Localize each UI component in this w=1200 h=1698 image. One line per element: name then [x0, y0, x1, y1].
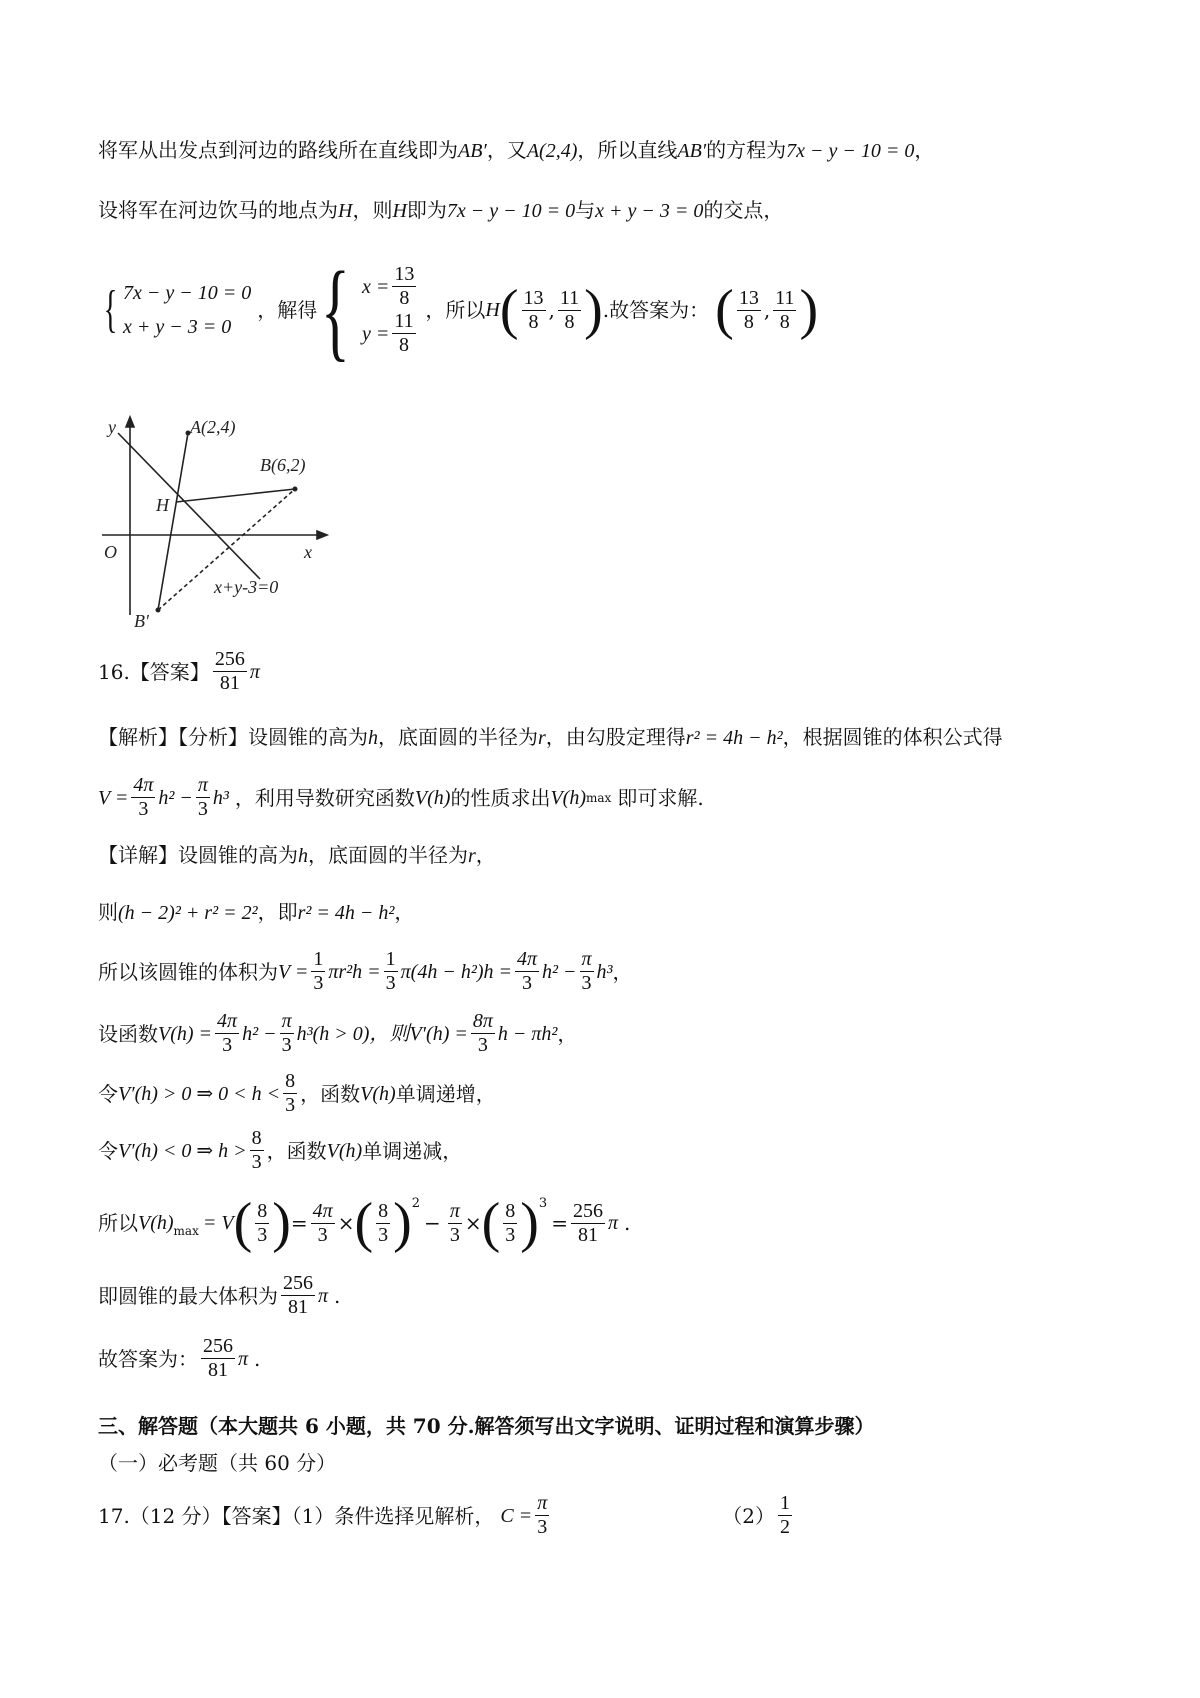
- math-h-squared: h² −: [158, 786, 193, 809]
- frac-num: 13: [523, 286, 544, 309]
- line-AB-prime: [158, 433, 188, 610]
- x-axis-arrow: [317, 531, 327, 539]
- frac-4pi-3: [311, 1200, 335, 1247]
- text-segment: 【解析】【分析】设圆锥的高为: [98, 725, 368, 749]
- frac-pi-3: [535, 1492, 549, 1539]
- segment-HB: [176, 489, 295, 502]
- math-AB-prime: AB′: [677, 140, 707, 162]
- frac-den: 8: [743, 310, 754, 333]
- frac-pi-3: [196, 774, 210, 821]
- q16-answer: [98, 648, 260, 695]
- text-segment: 的交点，: [703, 198, 784, 222]
- math-H: H: [338, 200, 353, 222]
- frac-num: 8: [285, 1070, 296, 1092]
- y-axis-label: y: [108, 417, 116, 437]
- math-C-eq: C =: [500, 1504, 533, 1527]
- comma: ,: [763, 298, 771, 322]
- sol-x-label: x =: [362, 275, 390, 298]
- frac-den: 3: [537, 1516, 548, 1538]
- text-segment: 令: [98, 1138, 118, 1163]
- frac-num: 8: [251, 1127, 262, 1149]
- frac-11-8: [773, 287, 796, 334]
- frac-num: 1: [385, 948, 396, 970]
- math-r: r: [468, 845, 476, 867]
- math-line-eq: x + y − 3 = 0: [595, 200, 704, 222]
- math-pythag: (h − 2)² + r² = 2²: [118, 902, 258, 924]
- frac-pi-3: [580, 948, 594, 995]
- frac-den: 2: [779, 1516, 790, 1538]
- paren-close: ): [520, 1192, 539, 1254]
- math-h: h: [368, 727, 378, 749]
- math-r: r: [538, 727, 546, 749]
- frac-den: 3: [477, 1034, 488, 1056]
- math-h-cubed: h³: [596, 960, 613, 983]
- frac-den: 3: [317, 1223, 328, 1246]
- math-domain: (h > 0)，则: [312, 1022, 410, 1045]
- point-Bprime-label: B′: [134, 611, 149, 631]
- q16-heading: 16.【答案】: [98, 659, 210, 684]
- math-ineq: V′(h) < 0 ⇒ h >: [118, 1139, 247, 1162]
- math-line-eq: 7x − y − 10 = 0: [786, 140, 915, 162]
- frac-num: 256: [214, 648, 245, 670]
- text-line-2: [98, 200, 783, 221]
- frac-13-8: [737, 287, 761, 334]
- math-H: H: [485, 299, 500, 321]
- text-segment: ，: [914, 138, 935, 162]
- frac-num: 1: [779, 1492, 790, 1514]
- frac-num: 8: [257, 1199, 268, 1222]
- text-segment: ，利用导数研究函数: [234, 785, 415, 810]
- pi-symbol: π: [249, 660, 260, 683]
- frac-num: 4π: [312, 1199, 333, 1222]
- text-segment: ，底面圆的半径为: [308, 843, 468, 867]
- frac-num: 4π: [133, 774, 154, 796]
- math-Vmax: V(h): [138, 1212, 174, 1234]
- origin-label: O: [104, 542, 117, 562]
- frac-den: 8: [528, 310, 539, 333]
- frac-den: 3: [505, 1223, 516, 1246]
- math-expr: = V: [202, 1212, 234, 1234]
- text-segment: ，底面圆的半径为: [378, 725, 538, 749]
- text-segment: ，又: [486, 138, 527, 162]
- frac-den: 8: [399, 334, 410, 356]
- frac-den: 3: [138, 798, 149, 820]
- point-B-label: B(6,2): [260, 455, 306, 475]
- text-segment: 的性质求出: [450, 785, 551, 810]
- text-segment: ，: [394, 900, 415, 924]
- system-equations: [123, 276, 251, 344]
- math-expr: πr²h =: [328, 960, 381, 983]
- q16-detail: [98, 845, 496, 866]
- frac-8pi-3: [471, 1010, 495, 1057]
- frac-den: 8: [399, 287, 410, 309]
- frac-num: 11: [775, 286, 795, 309]
- text-segment: ，函数: [266, 1138, 327, 1163]
- frac-den: 81: [219, 672, 240, 694]
- paren-close: ): [799, 279, 819, 341]
- paren-open: (: [481, 1192, 501, 1254]
- frac-1-2: [778, 1492, 792, 1539]
- q16-step-3: [98, 1010, 577, 1057]
- frac-8-3: [283, 1070, 297, 1117]
- frac-num: 256: [203, 1335, 233, 1357]
- frac-num: π: [537, 1492, 548, 1514]
- text-segment: 则: [98, 900, 118, 924]
- frac-num: π: [281, 1010, 292, 1032]
- times: ×: [464, 1211, 482, 1235]
- x-axis-label: x: [304, 542, 312, 562]
- math-expr: π(4h − h²)h =: [400, 960, 512, 983]
- text-segment: （2）: [722, 1503, 775, 1528]
- frac-num: 256: [283, 1272, 313, 1294]
- frac-num: 8: [505, 1199, 516, 1222]
- paren-open: (: [715, 279, 734, 341]
- solution-values: [362, 263, 419, 357]
- q16-step-1: [98, 902, 414, 923]
- frac-den: 3: [385, 972, 396, 994]
- frac-1-3: [311, 948, 325, 995]
- text-segment: ，解得: [257, 298, 318, 322]
- frac-den: 81: [577, 1223, 598, 1246]
- math-line-eq: 7x − y − 10 = 0: [446, 200, 576, 222]
- paren-open: (: [499, 279, 519, 341]
- paren-close: ): [584, 279, 603, 341]
- q16-step-7: [98, 1272, 340, 1319]
- frac-8-3: [255, 1200, 269, 1247]
- sol-y: [362, 310, 419, 357]
- text-segment: 的方程为: [706, 138, 787, 162]
- text-segment: 将军从出发点到河边的路线所在直线即为: [98, 138, 458, 162]
- section-3-subtitle: （一）必考题（共 60 分）: [98, 1451, 337, 1475]
- q16-step-5: [98, 1127, 462, 1174]
- text-segment: 设将军在河边饮马的地点为: [98, 198, 338, 222]
- coordinate-graph: [92, 415, 332, 635]
- frac-num: 4π: [217, 1010, 238, 1032]
- frac-num: 8: [378, 1199, 389, 1222]
- frac-4pi-3: [131, 774, 155, 821]
- frac-den: 3: [257, 1223, 268, 1246]
- frac-8-3: [250, 1127, 264, 1174]
- frac-den: 3: [378, 1223, 389, 1246]
- frac-num: π: [449, 1199, 460, 1222]
- text-segment: 即为: [406, 198, 447, 222]
- text-segment: ，所以: [425, 298, 486, 322]
- frac-4pi-3: [215, 1010, 239, 1057]
- math-h-cubed: h³: [296, 1022, 313, 1045]
- frac-den: 3: [281, 1034, 292, 1056]
- system-eq-1: 7x − y − 10 = 0: [122, 282, 252, 304]
- math-h-squared: h² −: [242, 1022, 277, 1045]
- left-brace: {: [103, 281, 118, 338]
- pi-symbol: π: [238, 1347, 249, 1370]
- period: .: [334, 1283, 341, 1308]
- line-x-plus-y-minus-3: [118, 433, 260, 579]
- frac-8-3: [503, 1200, 517, 1247]
- math-Vh: V(h): [414, 786, 451, 809]
- paren-close: ): [393, 1192, 412, 1254]
- frac-num: 11: [559, 286, 580, 309]
- text-segment: 所以: [98, 1211, 138, 1235]
- frac-13-8: [522, 287, 546, 334]
- text-segment: 即圆锥的最大体积为: [98, 1283, 278, 1308]
- paren-close: ): [272, 1192, 291, 1254]
- frac-den: 3: [285, 1094, 296, 1116]
- text-segment: ，: [475, 843, 496, 867]
- subscript-max: max: [173, 1224, 199, 1238]
- text-segment: ，: [557, 1021, 578, 1046]
- y-axis-arrow: [126, 417, 134, 427]
- q17-answer: [98, 1492, 795, 1539]
- math-eq-r: r² = 4h − h²: [685, 727, 783, 749]
- frac-den: 8: [564, 310, 575, 333]
- period: .: [624, 1211, 631, 1235]
- frac-den: 3: [222, 1034, 233, 1056]
- frac-num: π: [197, 774, 208, 796]
- frac-256-81: [201, 1335, 235, 1382]
- equals: =: [290, 1211, 308, 1235]
- sol-y-label: y =: [362, 322, 390, 345]
- frac-pi-3: [448, 1200, 462, 1247]
- text-segment: ，所以直线: [577, 138, 678, 162]
- q16-analysis: [98, 727, 1003, 748]
- text-segment: ，则: [352, 198, 393, 222]
- frac-num: 1: [313, 948, 324, 970]
- math-h: h: [298, 845, 308, 867]
- text-segment: 所以该圆锥的体积为: [98, 959, 278, 984]
- frac-num: 256: [572, 1199, 603, 1222]
- math-V-eq: V =: [278, 960, 309, 983]
- answer-fraction: [213, 648, 247, 695]
- text-segment: ，由勾股定理得: [545, 725, 686, 749]
- text-segment: .故答案为：: [602, 298, 710, 322]
- frac-1-3: [384, 948, 398, 995]
- text-segment: 【详解】设圆锥的高为: [98, 843, 298, 867]
- point-B: [293, 487, 298, 492]
- frac-11-8: [558, 287, 581, 334]
- frac-den: 81: [288, 1296, 308, 1318]
- frac-den: 8: [779, 310, 790, 333]
- q16-step-2: [98, 948, 633, 995]
- frac-256-81: [281, 1272, 315, 1319]
- text-segment: 即可求解.: [617, 785, 704, 810]
- frac-den: 3: [251, 1151, 262, 1173]
- text-segment: 17.（12 分）【答案】（1）条件选择见解析，: [98, 1503, 495, 1528]
- comma: ,: [548, 298, 555, 322]
- exponent-2: 2: [411, 1196, 421, 1211]
- frac-8-3: [376, 1200, 390, 1247]
- text-segment: 故答案为：: [98, 1346, 198, 1371]
- section-3-title: 三、解答题（本大题共 6 小题，共 70 分.解答须写出文字说明、证明过程和演算步骤）: [98, 1414, 875, 1438]
- text-segment: 单调递增，: [395, 1081, 496, 1106]
- point-A-label: A(2,4): [190, 417, 236, 437]
- minus: −: [424, 1211, 441, 1235]
- q16-step-8: [98, 1335, 260, 1382]
- text-segment: 令: [98, 1081, 118, 1106]
- text-segment: ，: [612, 959, 633, 984]
- text-segment: ，函数: [300, 1081, 361, 1106]
- q16-step-4: [98, 1070, 496, 1117]
- math-point-A: A(2,4): [526, 140, 578, 162]
- text-segment: 设函数: [98, 1021, 158, 1046]
- math-H: H: [392, 200, 407, 222]
- paren-open: (: [354, 1192, 374, 1254]
- point-B-prime: [156, 608, 161, 613]
- sol-x: [362, 263, 419, 310]
- text-segment: ，即: [257, 900, 298, 924]
- pi-symbol: π: [318, 1284, 329, 1307]
- math-Vprime-eq: V′(h) =: [409, 1022, 468, 1045]
- frac-num: 4π: [516, 948, 538, 970]
- pi-symbol: π: [607, 1212, 618, 1234]
- text-segment: 单调递减，: [362, 1138, 463, 1163]
- frac-den: 3: [449, 1223, 460, 1246]
- period: .: [254, 1346, 261, 1371]
- system-eq-2: x + y − 3 = 0: [122, 316, 232, 338]
- math-AB-prime: AB′: [458, 140, 487, 162]
- math-Vmax: V(h): [550, 786, 587, 809]
- frac-num: 13: [394, 263, 415, 285]
- math-Vh: V(h): [360, 1082, 396, 1105]
- frac-num: 13: [738, 286, 759, 309]
- frac-den: 81: [208, 1359, 228, 1381]
- q16-step-6: [98, 1192, 631, 1254]
- frac-num: 11: [394, 310, 414, 332]
- math-Vh: V(h): [326, 1139, 363, 1162]
- text-segment: 与: [575, 198, 596, 222]
- math-ineq: V′(h) > 0 ⇒ 0 < h <: [118, 1082, 281, 1105]
- frac-pi-3: [280, 1010, 294, 1057]
- math-V-eq: V =: [98, 786, 129, 809]
- text-segment: ，根据圆锥的体积公式得: [782, 725, 1003, 749]
- equation-system: [98, 249, 819, 371]
- q16-analysis-2: [98, 774, 704, 821]
- times: ×: [337, 1211, 355, 1235]
- frac-num: 8π: [472, 1010, 493, 1032]
- text-line-1: [98, 140, 934, 161]
- point-H-label: H: [156, 495, 169, 515]
- math-h-cubed: h³: [212, 786, 229, 809]
- frac-4pi-3: [515, 948, 539, 995]
- math-expr: h − πh²: [497, 1022, 558, 1045]
- paren-open: (: [233, 1192, 253, 1254]
- subscript-max: max: [586, 790, 612, 805]
- math-h-squared: h² −: [542, 960, 577, 983]
- frac-den: 3: [522, 972, 532, 994]
- frac-den: 3: [581, 972, 592, 994]
- line-label: x+y-3=0: [214, 577, 279, 597]
- frac-den: 3: [197, 798, 208, 820]
- exponent-3: 3: [538, 1196, 548, 1211]
- equals: =: [551, 1211, 568, 1235]
- math-eq-r: r² = 4h − h²: [297, 902, 395, 924]
- math-Vh-eq: V(h) =: [158, 1022, 213, 1045]
- left-brace: {: [321, 249, 351, 371]
- frac-den: 3: [313, 972, 324, 994]
- frac-256-81: [571, 1200, 605, 1247]
- frac-num: π: [581, 948, 592, 970]
